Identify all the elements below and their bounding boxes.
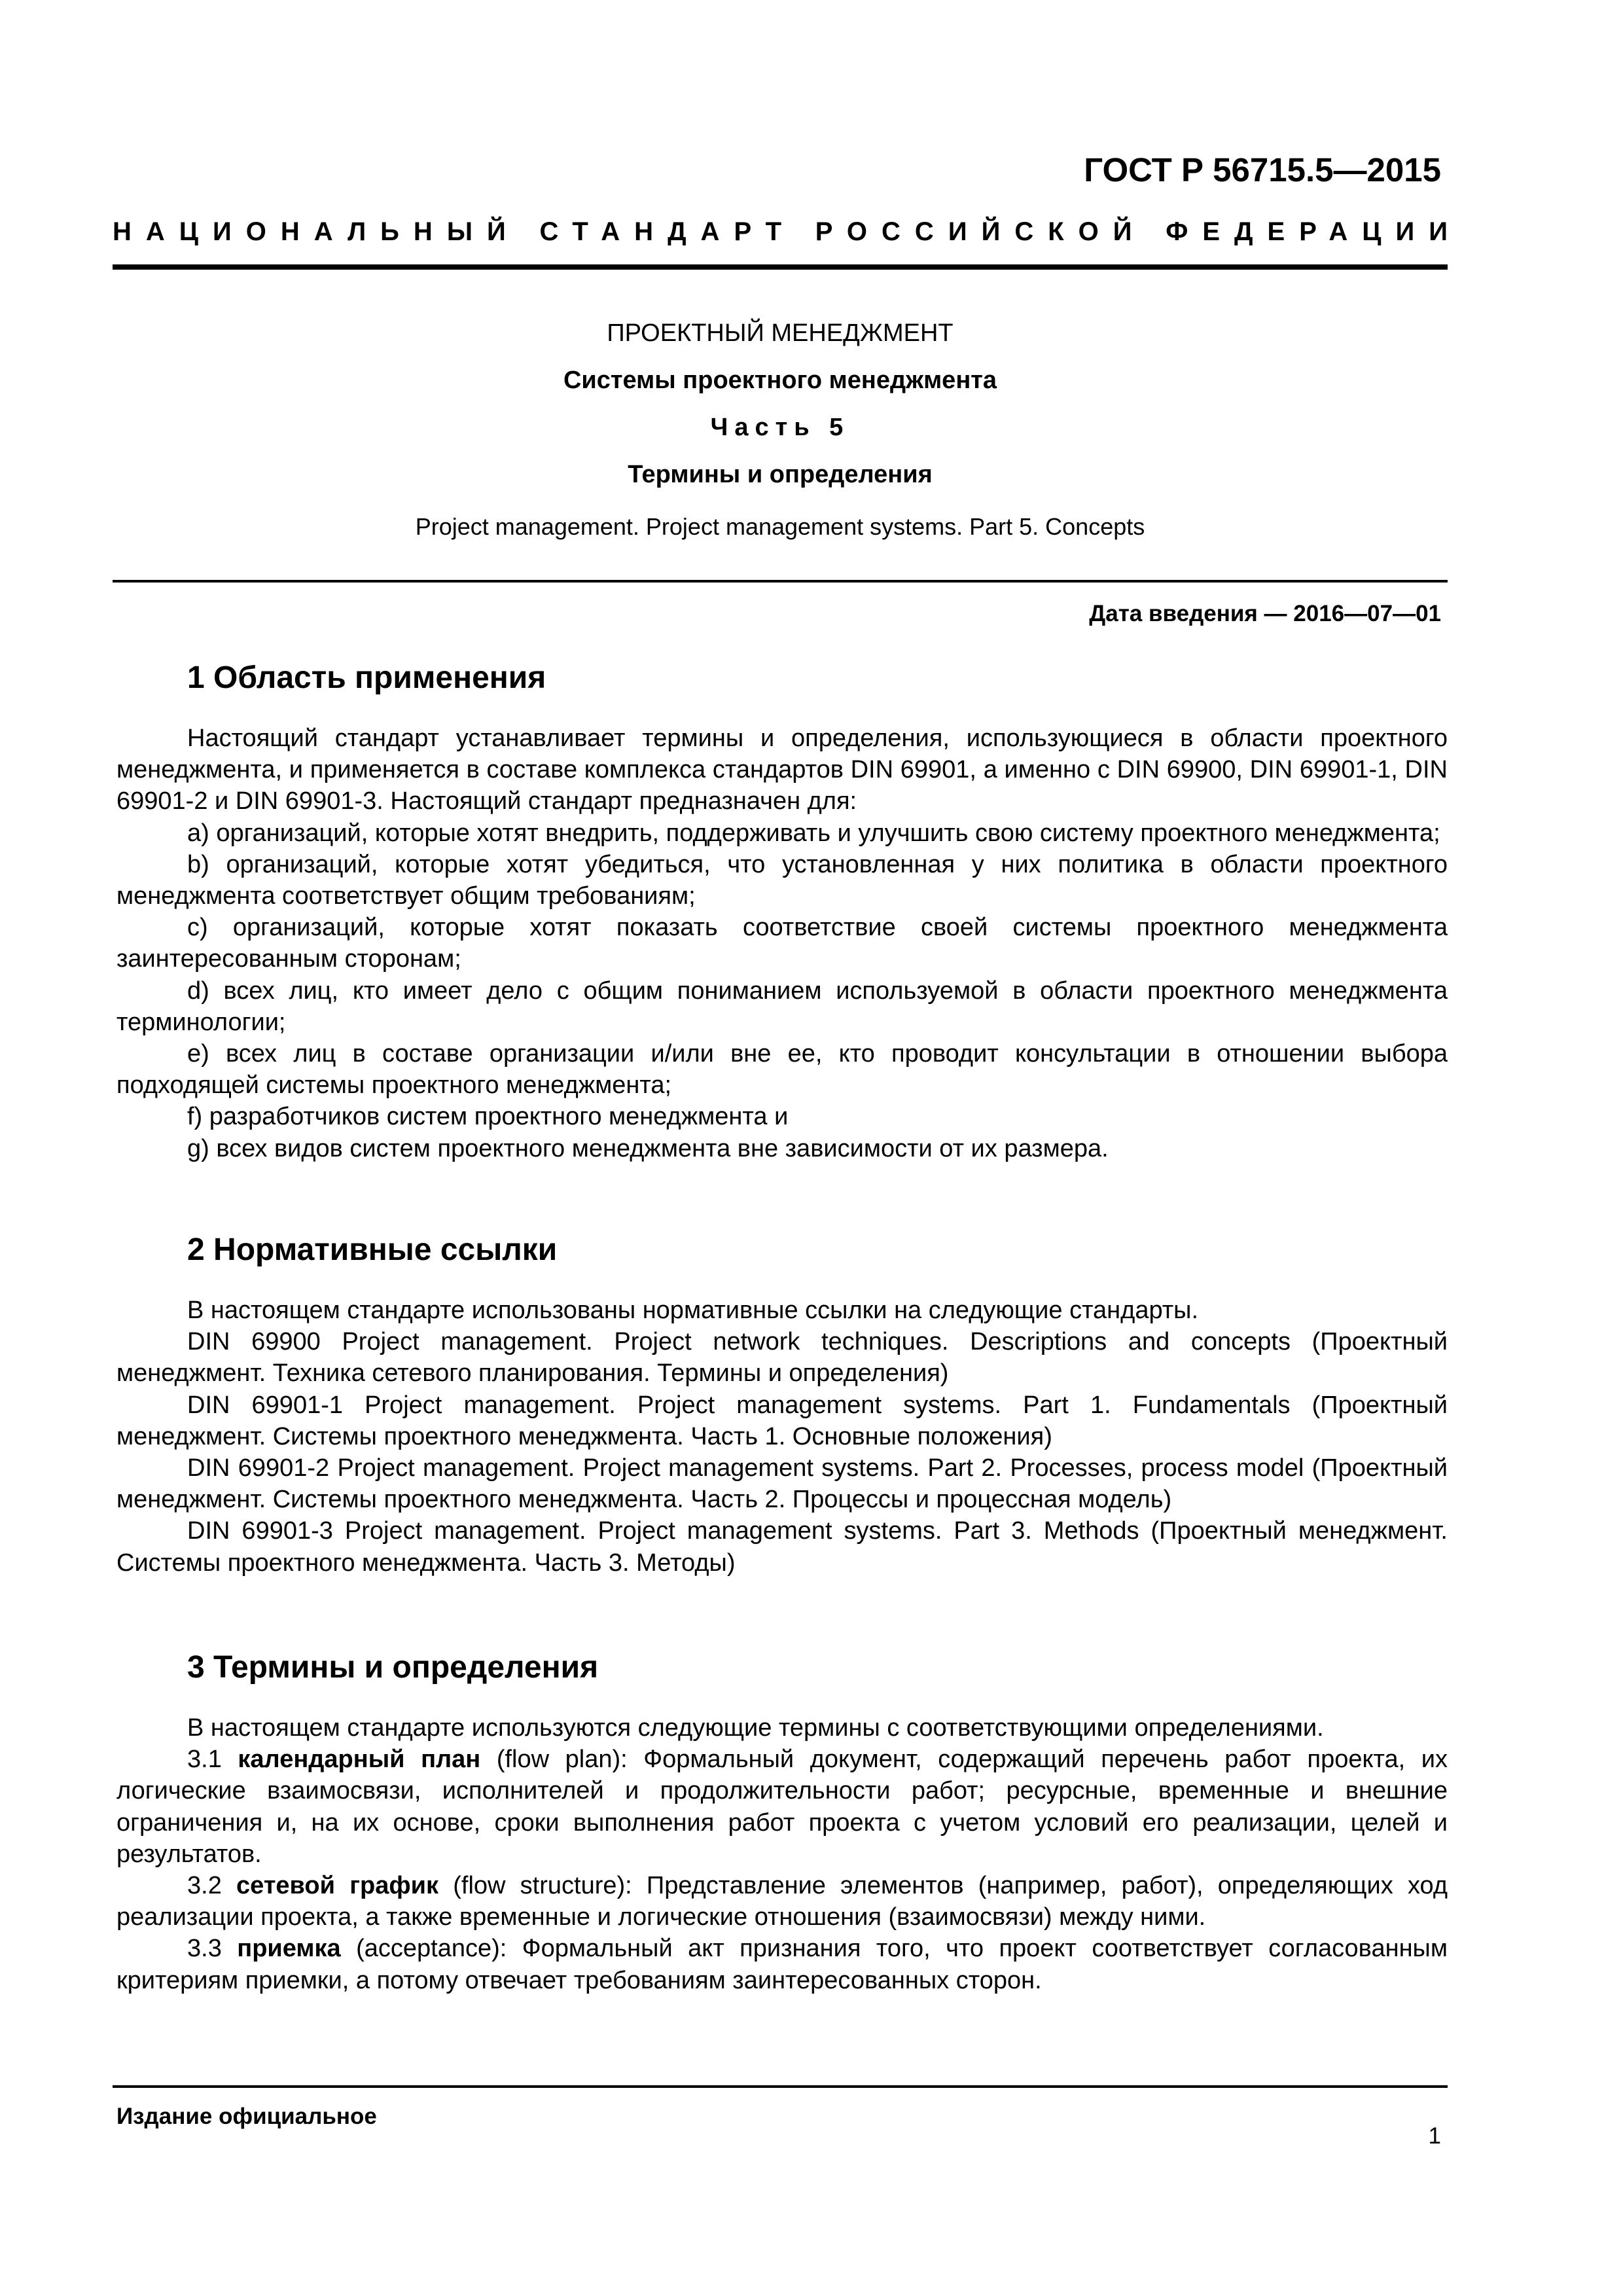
term-name: приемка — [237, 1935, 341, 1963]
title-part: Часть 5 — [710, 414, 850, 441]
banner-word: РОССИЙСКОЙ — [815, 217, 1147, 246]
normative-reference: DIN 69901-1 Project management. Project management systems. Part 1. Fundamentals (Проектный менеджмент. Системы проектного менеджмента. Часть 1. Основные положения) — [116, 1391, 1448, 1450]
scope-item: a) организаций, которые хотят внедрить, поддерживать и улучшить свою систему проектного менеджмента; — [187, 819, 1440, 847]
introduction-date: Дата введения — 2016—07—01 — [1089, 601, 1441, 626]
term-number: 3.3 — [187, 1935, 222, 1963]
section-1-intro: Настоящий стандарт устанавливает термины и определения, использующиеся в области проектного менеджмента, и применяется в составе комплекса стандартов DIN 69901, а именно с DIN 69900, DIN 69901-1, DIN 69901-2 и DIN 69901-3. Настоящий стандарт предназначен для: — [116, 725, 1448, 816]
normative-reference: DIN 69901-3 Project management. Project management systems. Part 3. Methods (Проектный менеджмент. Системы проектного менеджмента. Часть 3. Методы) — [116, 1517, 1448, 1577]
term-number: 3.2 — [187, 1872, 222, 1900]
section-2-heading: 2 Нормативные ссылки — [187, 1232, 558, 1267]
section-2-intro: В настоящем стандарте использованы нормативные ссылки на следующие стандарты. — [187, 1297, 1199, 1324]
scope-item: f) разработчиков систем проектного менеджмента и — [187, 1103, 789, 1131]
banner-word: НАЦИОНАЛЬНЫЙ — [113, 217, 520, 246]
normative-reference: DIN 69900 Project management. Project network techniques. Descriptions and concepts (Проектный менеджмент. Техника сетевого планирования. Термины и определения) — [116, 1328, 1448, 1388]
section-2-body — [116, 1295, 1448, 1579]
term-text: (acceptance): Формальный акт признания того, что проект соответствует согласованным критериям приемки, а потому отвечает требованиям заинтересованных сторон. — [116, 1935, 1448, 1994]
term-definition — [116, 1933, 1448, 1996]
edition-label: Издание официальное — [116, 2104, 377, 2129]
section-3-heading: 3 Термины и определения — [187, 1650, 599, 1685]
banner-word: СТАНДАРТ — [539, 217, 796, 246]
section-1-heading: 1 Область применения — [187, 660, 546, 695]
term-name: календарный план — [238, 1746, 481, 1774]
title-line-2: Системы проектного менеджмента — [563, 367, 997, 394]
term-definition — [116, 1744, 1448, 1870]
scope-item: d) всех лиц, кто имеет дело с общим пониманием используемой в области проектного менеджмента терминологии; — [116, 977, 1448, 1036]
scope-item: b) организаций, которые хотят убедиться, что установленная у них политика в области проектного менеджмента соответствует общим требованиям; — [116, 850, 1448, 910]
section-3-body — [116, 1712, 1448, 1996]
scope-item: e) всех лиц в составе организации и/или вне ее, кто проводит консультации в отношении выбора подходящей системы проектного менеджмента; — [116, 1040, 1448, 1100]
section-3-intro: В настоящем стандарте используются следующие термины с соответствующими определениями. — [187, 1714, 1324, 1742]
title-line-4: Термины и определения — [628, 461, 933, 488]
national-standard-banner — [113, 217, 1462, 247]
scope-item: g) всех видов систем проектного менеджмента вне зависимости от их размера. — [187, 1134, 1109, 1162]
banner-word: ФЕДЕРАЦИИ — [1166, 217, 1462, 246]
header-divider — [113, 264, 1448, 270]
term-text: (flow structure): Представление элементов (например, работ), определяющих ход реализации проекта, а также временные и логические отношения (взаимосвязи) между ними. — [116, 1872, 1448, 1931]
footer-divider — [113, 2085, 1448, 2088]
standard-code: ГОСТ Р 56715.5—2015 — [1084, 151, 1441, 188]
term-definition — [116, 1870, 1448, 1933]
title-english: Project management. Project management systems. Part 5. Concepts — [415, 513, 1145, 540]
scope-item: c) организаций, которые хотят показать соответствие своей системы проектного менеджмента заинтересованным сторонам; — [116, 914, 1448, 973]
normative-reference: DIN 69901-2 Project management. Project management systems. Part 2. Processes, process model (Проектный менеджмент. Системы проектного менеджмента. Часть 2. Процессы и процессная модель) — [116, 1454, 1448, 1514]
section-1-body — [116, 723, 1448, 1164]
term-number: 3.1 — [187, 1746, 222, 1774]
title-divider — [113, 580, 1448, 583]
page-number: 1 — [1428, 2123, 1441, 2149]
title-line-1: ПРОЕКТНЫЙ МЕНЕДЖМЕНТ — [607, 319, 954, 347]
term-text: (flow plan): Формальный документ, содержащий перечень работ проекта, их логические взаимосвязи, исполнителей и продолжительности работ; ресурсные, временные и внешние ограничения и, на их основе, сроки выполнения работ проекта с учетом условий его реализации, целей и результатов. — [116, 1746, 1448, 1868]
term-name: сетевой график — [236, 1872, 439, 1900]
